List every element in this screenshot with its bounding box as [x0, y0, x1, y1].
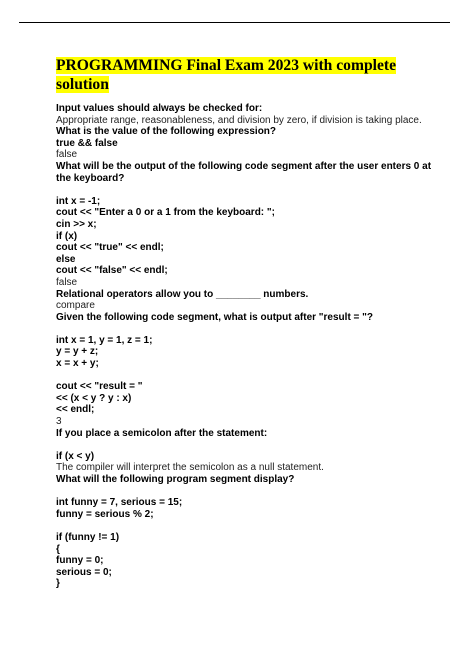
answer-line: false [56, 149, 78, 161]
question-line: << endl; [56, 404, 95, 416]
answer-line: compare [56, 300, 95, 312]
top-rule [19, 22, 450, 23]
question-line: What will the following program segment display? [56, 474, 295, 485]
question-line: serious = 0; [56, 566, 112, 578]
document-body [56, 56, 432, 590]
question-line: if (x < y) [56, 450, 95, 462]
question-line: int x = 1, y = 1, z = 1; [56, 334, 153, 346]
question-line: funny = 0; [56, 555, 104, 567]
question-line: if (x) [56, 230, 78, 242]
answer-line: Appropriate range, reasonableness, and division by zero, if division is taking place. [56, 114, 422, 126]
question-line: Relational operators allow you to ________ numbers. [56, 288, 309, 300]
document-lines [56, 103, 432, 590]
question-line: cout << "true" << endl; [56, 242, 164, 254]
question-line: x = x + y; [56, 358, 99, 370]
question-line: Given the following code segment, what is output after "result = "? [56, 311, 374, 323]
blank-line [56, 184, 428, 196]
question-line: cout << "false" << endl; [56, 265, 168, 277]
question-line: { [56, 543, 60, 555]
question-line: y = y + z; [56, 346, 99, 358]
answer-line: 3 [56, 416, 62, 428]
question-line: funny = serious % 2; [56, 508, 154, 520]
question-line: cout << "result = " [56, 381, 143, 393]
answer-line: The compiler will interpret the semicolon as a null statement. [56, 462, 324, 474]
answer-line: false [56, 276, 78, 288]
title-block [56, 56, 428, 94]
question-line: int x = -1; [56, 195, 101, 207]
blank-line [56, 486, 428, 498]
question-line: the keyboard? [56, 172, 125, 184]
question-line: } [56, 578, 60, 590]
blank-line [56, 439, 428, 451]
blank-line [56, 520, 428, 532]
question-line: if (funny != 1) [56, 531, 120, 543]
question-line: If you place a semicolon after the statement: [56, 427, 268, 439]
blank-line [56, 323, 428, 335]
question-line: cout << "Enter a 0 or a 1 from the keyboard: "; [56, 207, 275, 219]
question-line: What will be the output of the following code segment after the user enters 0 at [56, 160, 432, 172]
document-title: PROGRAMMING Final Exam 2023 with complete solution [56, 57, 396, 93]
question-line: What is the value of the following expression? [56, 126, 277, 138]
question-line: cin >> x; [56, 218, 97, 230]
question-line: else [56, 253, 76, 265]
question-line: Input values should always be checked for: [56, 103, 263, 114]
question-line: int funny = 7, serious = 15; [56, 497, 183, 509]
question-line: << (x < y ? y : x) [56, 392, 132, 404]
blank-line [56, 370, 428, 382]
question-line: true && false [56, 137, 118, 149]
